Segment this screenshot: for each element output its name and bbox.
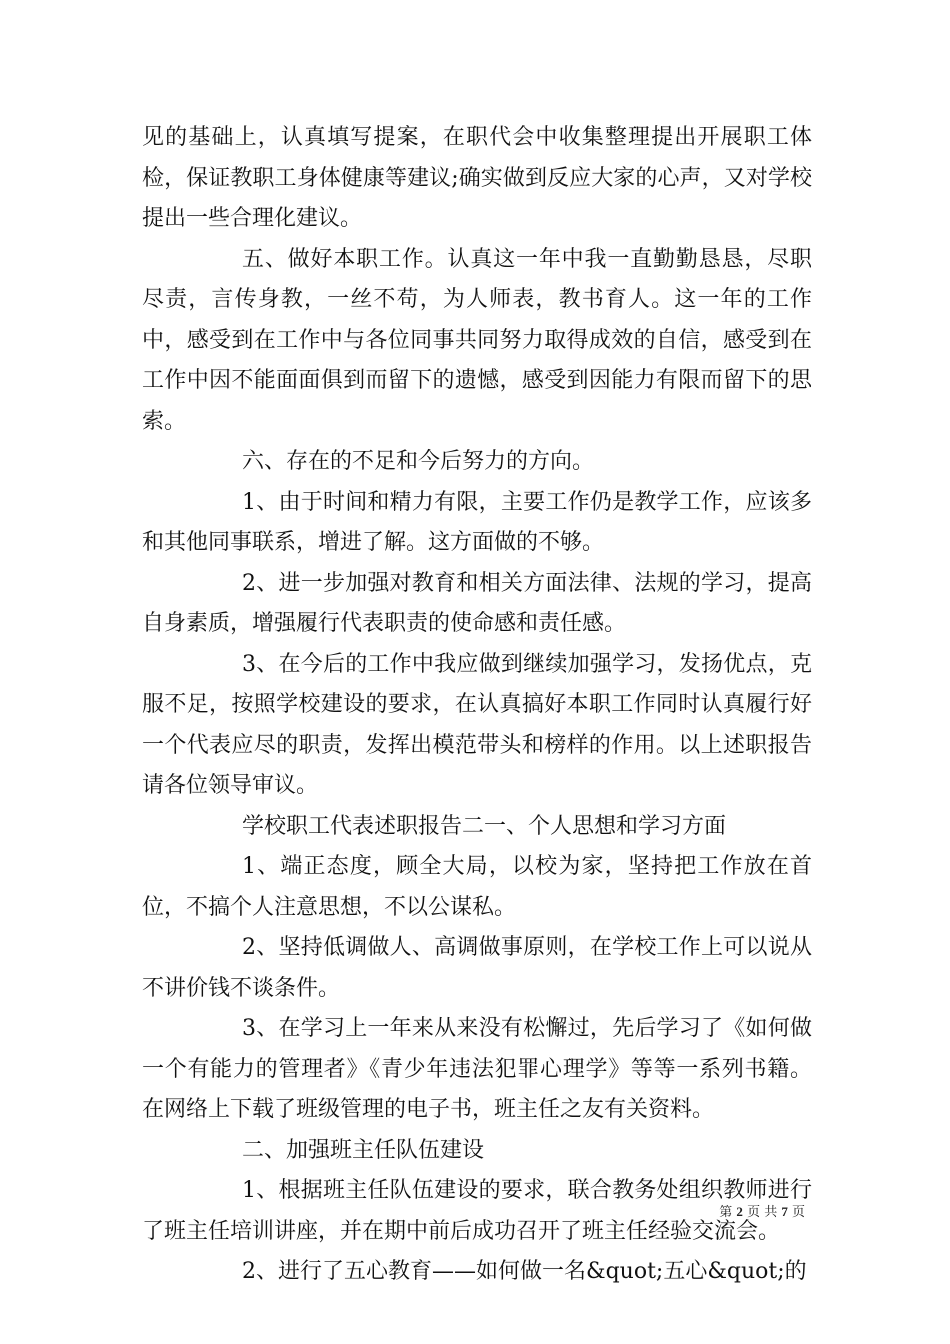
paragraph: 1、端正态度，顾全大局，以校为家，坚持把工作放在首位，不搞个人注意思想，不以公谋私。 — [142, 854, 812, 920]
paragraph: 3、在今后的工作中我应做到继续加强学习，发扬优点，克服不足，按照学校建设的要求，在认真搞好本职工作同时认真履行好一个代表应尽的职责，发挥出模范带头和榜样的作用。以上述职报告请各位领导审议。 — [142, 651, 812, 798]
section-heading: 六、存在的不足和今后努力的方向。 — [242, 449, 595, 474]
paragraph: 1、根据班主任队伍建设的要求，联合教务处组织教师进行了班主任培训讲座，并在期中前后成功召开了班主任经验交流会。 — [142, 1178, 812, 1244]
paragraph: 2、进行了五心教育——如何做一名&quot;五心&quot;的 — [242, 1259, 807, 1284]
body-text — [142, 118, 812, 1293]
section-heading: 二、加强班主任队伍建设 — [242, 1137, 485, 1163]
paragraph: 见的基础上，认真填写提案，在职代会中收集整理提出开展职工体检，保证教职工身体健康等建议;确实做到反应大家的心声，又对学校提出一些合理化建议。 — [142, 125, 812, 231]
current-page-number: 2 — [736, 1204, 743, 1219]
paragraph: 3、在学习上一年来从来没有松懈过，先后学习了《如何做一个有能力的管理者》《青少年违法犯罪心理学》等等一系列书籍。在网络上下载了班级管理的电子书，班主任之友有关资料。 — [142, 1016, 812, 1122]
page-number-footer — [695, 1204, 805, 1221]
paragraph: 五、做好本职工作。认真这一年中我一直勤勤恳恳，尽职尽责，言传身教，一丝不苟，为人师表，教书育人。这一年的工作中，感受到在工作中与各位同事共同努力取得成效的自信，感受到在工作中因不能面面俱到而留下的遗憾，感受到因能力有限而留下的思索。 — [142, 246, 812, 434]
paragraph: 2、坚持低调做人、高调做事原则，在学校工作上可以说从不讲价钱不谈条件。 — [142, 935, 812, 1001]
footer-suffix: 页 — [791, 1205, 805, 1220]
total-pages-number: 7 — [781, 1204, 788, 1219]
section-heading: 学校职工代表述职报告二一、个人思想和学习方面 — [242, 813, 727, 839]
paragraph: 2、进一步加强对教育和相关方面法律、法规的学习，提高自身素质，增强履行代表职责的使命感和责任感。 — [142, 570, 812, 636]
footer-prefix: 第 — [719, 1205, 733, 1220]
footer-middle: 页 共 — [747, 1205, 778, 1220]
paragraph: 1、由于时间和精力有限，主要工作仍是教学工作，应该多和其他同事联系，增进了解。这方面做的不够。 — [142, 489, 812, 555]
